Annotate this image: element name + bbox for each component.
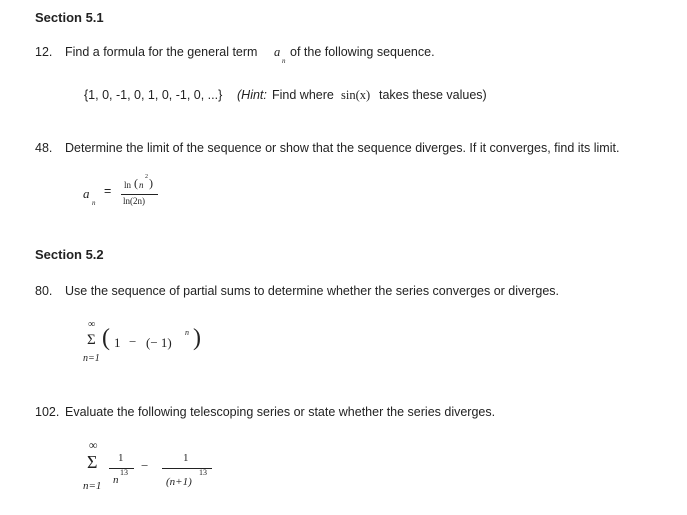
close-paren: )	[193, 325, 201, 351]
numerator-rparen: )	[149, 176, 153, 190]
numerator-ln: ln	[124, 180, 132, 190]
problem-text-end: of the following sequence.	[290, 45, 435, 59]
sum-upper-infinity: ∞	[89, 438, 98, 452]
problem-number: 48.	[35, 141, 53, 155]
problem-text: Determine the limit of the sequence or show that the sequence diverges. If it converges, find its limit.	[65, 141, 620, 155]
numerator-lparen: (	[134, 176, 138, 190]
numerator-n: n	[139, 180, 144, 190]
sequence: {1, 0, -1, 0, 1, 0, -1, 0, ...}	[84, 88, 223, 102]
problem-text: Find a formula for the general term	[65, 45, 258, 59]
fraction-bar	[121, 194, 158, 195]
problem-number: 80.	[35, 284, 53, 298]
fraction1-exponent: 13	[120, 468, 128, 477]
problem-text: Use the sequence of partial sums to determine whether the series converges or diverges.	[65, 284, 560, 298]
math-subscript-n: n	[282, 57, 286, 65]
minus-sign: −	[141, 458, 149, 473]
numerator-exponent: 2	[145, 174, 148, 180]
sum-upper-infinity: ∞	[88, 319, 96, 330]
sigma-symbol: Σ	[87, 452, 98, 472]
fraction2-numerator: 1	[183, 452, 189, 464]
exponent-n: n	[185, 328, 189, 337]
sum-lower-index: n=1	[83, 353, 100, 364]
minus-sign: −	[129, 334, 137, 349]
problem-text: Evaluate the following telescoping series or state whether the series diverges.	[65, 405, 496, 419]
hint-end: takes these values)	[379, 88, 487, 102]
sum-lower-index: n=1	[83, 480, 102, 492]
fraction1-denominator: n	[113, 474, 119, 486]
term-inner: (− 1)	[146, 335, 172, 350]
term-one: 1	[114, 335, 121, 350]
fraction2-denominator: (n+1)	[166, 476, 192, 488]
section-5-1-title: Section 5.1	[35, 10, 104, 25]
hint-text: Find where	[272, 88, 334, 102]
problem-number: 102.	[35, 405, 60, 419]
equals-sign: =	[104, 184, 112, 198]
open-paren: (	[102, 325, 110, 351]
lhs-var-a: a	[83, 186, 90, 201]
sigma-symbol: Σ	[87, 332, 96, 348]
math-var-a: a	[274, 45, 281, 59]
problem-number: 12.	[35, 45, 53, 59]
fraction1-numerator: 1	[118, 452, 124, 464]
section-5-2-title: Section 5.2	[35, 247, 104, 262]
lhs-subscript-n: n	[92, 199, 96, 207]
hint-label: (Hint:	[237, 88, 267, 102]
fraction2-exponent: 13	[199, 468, 207, 477]
hint-function: sin(x)	[341, 88, 371, 102]
denominator: ln(2n)	[123, 196, 145, 206]
